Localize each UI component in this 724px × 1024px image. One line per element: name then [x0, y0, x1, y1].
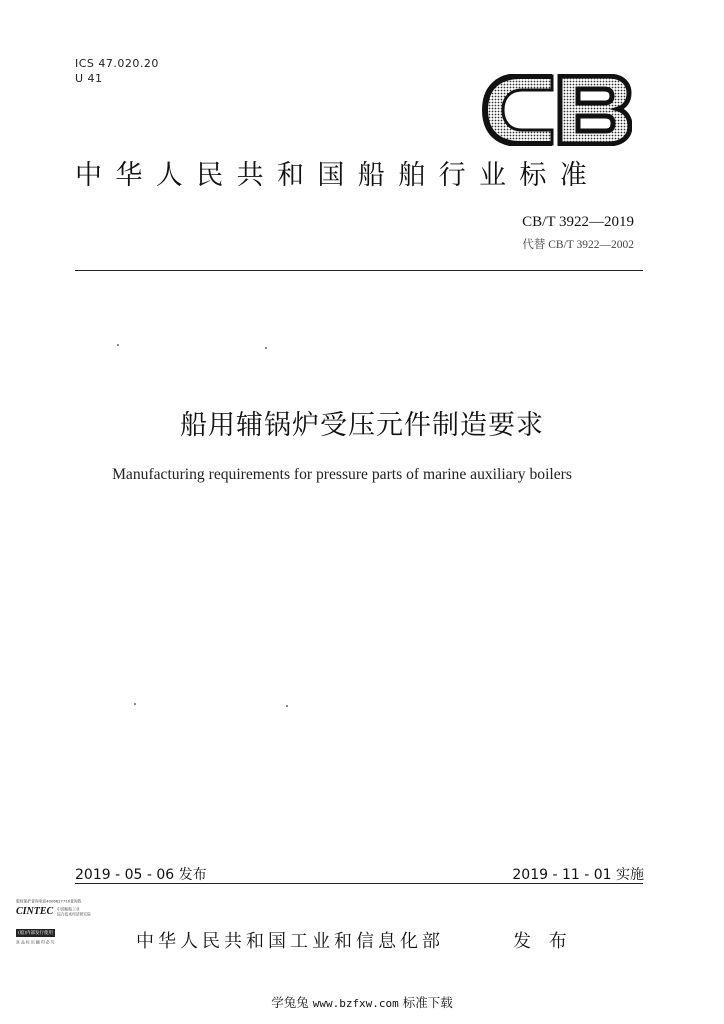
- scan-speck: [286, 705, 288, 707]
- publish-label: 发 布: [513, 931, 573, 952]
- cb-logo: [482, 74, 632, 146]
- issue-date: 2019 - 05 - 06 发布: [75, 867, 207, 883]
- scan-speck: [117, 344, 119, 346]
- issuing-authority: 中华人民共和国工业和信息化部: [136, 931, 444, 952]
- document-title-english: Manufacturing requirements for pressure parts of marine auxiliary boilers: [112, 466, 572, 483]
- footer-url[interactable]: www.bzfxw.com: [312, 997, 399, 1010]
- effective-date: 2019 - 11 - 01 实施: [512, 867, 644, 883]
- stamp-seal: (船)内部发行使用: [18, 931, 54, 936]
- stamp-brand: CINTEC: [16, 906, 54, 917]
- footer-download: 标准下载: [402, 995, 453, 1010]
- document-title-chinese: 船用辅锅炉受压元件制造要求: [180, 410, 544, 441]
- stamp-org-2: 综合技术经济研究院: [57, 911, 92, 916]
- stamp-org-1: 中国船舶工业: [57, 906, 80, 911]
- header-divider: [75, 270, 643, 271]
- standard-number: CB/T 3922—2019: [522, 214, 634, 230]
- footer-site-name: 学兔兔: [271, 995, 309, 1010]
- page-footer: [0, 993, 724, 1011]
- stamp-footer: 真 品 标 识 翻 印 必 究: [16, 940, 55, 945]
- ics-code: ICS 47.020.20: [75, 57, 159, 70]
- stamp-hotline: 版权保护查询电话4006627710查询热: [16, 899, 82, 904]
- ccs-code: U 41: [75, 72, 103, 85]
- anti-counterfeit-stamp: [16, 899, 116, 955]
- standard-category-title: 中华人民共和国船舶行业标准: [75, 160, 601, 191]
- replaces-standard: 代替 CB/T 3922—2002: [522, 239, 634, 251]
- scan-speck: [265, 347, 267, 349]
- footer-divider: [75, 883, 643, 884]
- classification-codes: [75, 56, 159, 86]
- scan-speck: [134, 703, 136, 705]
